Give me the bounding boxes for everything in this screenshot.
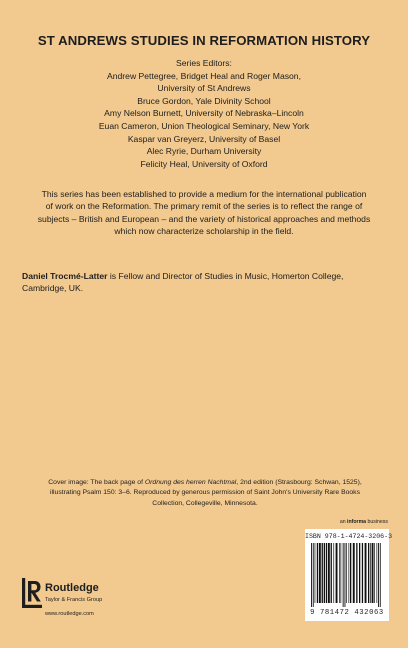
barcode-bar: [345, 543, 346, 607]
editor-line: Bruce Gordon, Yale Divinity School: [137, 95, 271, 106]
publisher-url[interactable]: www.routledge.com: [45, 611, 94, 617]
informa-suffix: business: [366, 519, 388, 525]
barcode-bar: [350, 543, 351, 603]
barcode-bar: [349, 543, 350, 603]
publisher-name: Routledge: [45, 582, 99, 594]
barcode-bar: [313, 543, 314, 607]
barcode-bar: [319, 543, 321, 603]
barcode-bar: [362, 543, 363, 603]
author-bio-text: is Fellow and Director of Studies in Music, Homerton College, Cambridge, UK.: [22, 271, 344, 294]
routledge-r-logo-icon: [22, 578, 42, 608]
barcode-digits: 9 781472 432063: [310, 609, 384, 617]
editors-heading: Series Editors:: [176, 58, 232, 68]
barcode-bar: [368, 543, 369, 603]
cover-credit-line: Collection, Collegeville, Minnesota.: [152, 499, 258, 507]
series-editors: [0, 57, 408, 170]
barcode-bar: [339, 543, 340, 603]
barcode-bar: [322, 543, 323, 603]
editor-line: Felicity Heal, University of Oxford: [140, 158, 268, 169]
isbn-barcode: [305, 529, 393, 621]
barcode-bar: [317, 543, 318, 603]
cover-credit-title: Ordnung des herren Nachtmal: [144, 479, 237, 486]
description-line: subjects – British and European – and the variety of historical approaches and methods: [37, 213, 371, 224]
barcode-bar: [311, 543, 312, 607]
editor-line: Andrew Pettegree, Bridget Heal and Roger Mason,: [107, 70, 301, 81]
series-description: [22, 188, 386, 238]
barcode-bars: [311, 543, 383, 607]
author-name: Daniel Trocmé-Latter: [22, 271, 108, 281]
author-bio: [22, 270, 386, 295]
editor-line: Alec Ryrie, Durham University: [146, 146, 262, 157]
cover-credit-rest: , 2nd edition (Strasbourg: Schwan, 1525),: [236, 479, 362, 486]
editor-line: Amy Nelson Burnett, University of Nebraska–Lincoln: [104, 108, 304, 119]
publisher-group: Taylor & Francis Group: [45, 597, 103, 603]
informa-brand: informa: [347, 519, 367, 525]
editor-line: Euan Cameron, Union Theological Seminary, New York: [98, 120, 310, 131]
informa-tagline: [318, 519, 388, 525]
barcode-bar: [324, 543, 325, 603]
barcode-bar: [333, 543, 334, 603]
editor-line: Kaspar van Greyerz, University of Basel: [127, 133, 281, 144]
cover-credit: [25, 478, 385, 509]
barcode-bar: [359, 543, 360, 603]
barcode-bar: [326, 543, 327, 603]
cover-credit-line: illustrating Psalm 150: 3–6. Reproduced by generous permission of Saint John's University Rare Books: [50, 489, 360, 497]
barcode-bar: [365, 543, 367, 603]
editor-line: University of St Andrews: [157, 83, 251, 94]
isbn-label: ISBN 978-1-4724-3206-3: [305, 533, 393, 540]
barcode-bar: [374, 543, 375, 603]
cover-credit-line: [25, 478, 385, 488]
description-line: which now characterize scholarship in the field.: [114, 226, 294, 237]
barcode-bar: [353, 543, 355, 603]
barcode-bar: [343, 543, 344, 607]
barcode-bar: [331, 543, 332, 603]
barcode-bar: [315, 543, 316, 603]
informa-prefix: an: [339, 519, 348, 525]
barcode-bar: [336, 543, 338, 603]
barcode-bar: [341, 543, 342, 603]
barcode-bar: [377, 543, 378, 603]
cover-credit-prefix: Cover image: The back page of: [48, 479, 145, 486]
description-line: This series has been established to provide a medium for the international publication: [41, 189, 367, 199]
barcode-bar: [378, 543, 379, 607]
barcode-bar: [372, 543, 374, 603]
barcode-bar: [380, 543, 381, 607]
description-line: of work on the Reformation. The primary remit of the series is to reflect the range of: [45, 201, 363, 212]
barcode-bar: [346, 543, 347, 603]
barcode-bar: [328, 543, 330, 603]
series-title: ST ANDREWS STUDIES IN REFORMATION HISTORY: [37, 33, 371, 48]
barcode-bar: [370, 543, 371, 603]
barcode-bar: [356, 543, 357, 603]
